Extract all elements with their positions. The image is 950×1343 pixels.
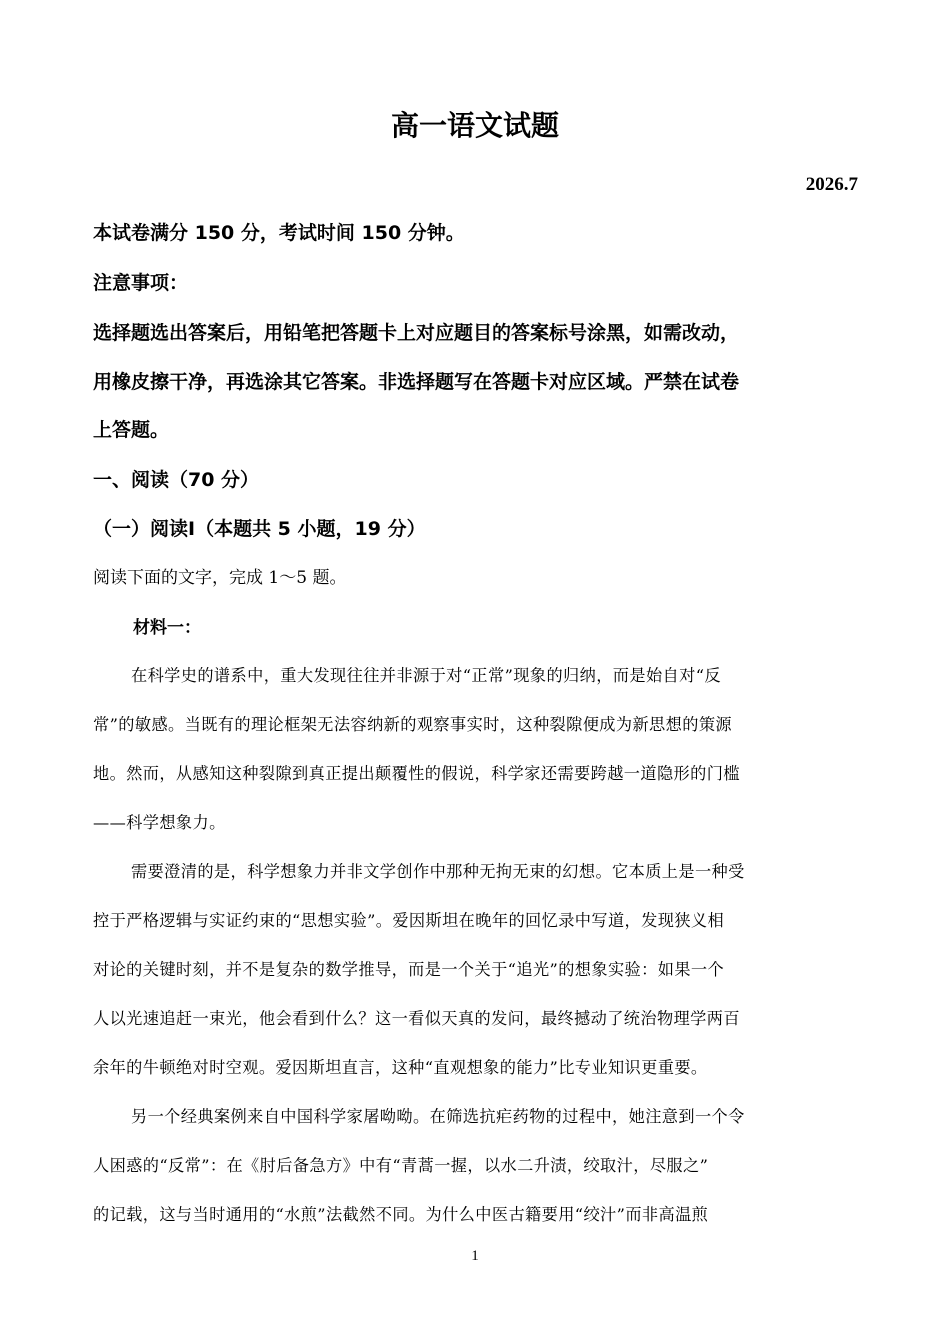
- passage-line: 常”的敏感。当既有的理论框架无法容纳新的观察事实时，这种裂隙便成为新思想的策源: [93, 715, 732, 734]
- notes-heading: 注意事项：: [93, 272, 189, 294]
- passage-line: 的记载，这与当时通用的“水煎”法截然不同。为什么中医古籍要用“绞汁”而非高温煎: [93, 1205, 709, 1224]
- reading-directions: 阅读下面的文字，完成 1～5 题。: [93, 568, 347, 588]
- notes-line-3: 上答题。: [93, 419, 170, 441]
- passage-line: 控于严格逻辑与实证约束的“思想实验”。爱因斯坦在晚年的回忆录中写道，发现狭义相: [93, 911, 725, 930]
- passage-line: 另一个经典案例来自中国科学家屠呦呦。在筛选抗疟药物的过程中，她注意到一个令: [131, 1107, 745, 1126]
- passage-line: 人以光速追赶一束光，他会看到什么？这一看似天真的发问，最终撼动了统治物理学两百: [93, 1009, 740, 1028]
- section-subheading: （一）阅读Ⅰ（本题共 5 小题，19 分）: [93, 518, 426, 540]
- passage-line: 人困惑的“反常”：在《肘后备急方》中有“青蒿一握，以水二升渍，绞取汁，尽服之”: [93, 1156, 709, 1175]
- page-number: 1: [471, 1248, 479, 1264]
- passage-line: 对论的关键时刻，并不是复杂的数学推导，而是一个关于“追光”的想象实验：如果一个: [93, 960, 725, 979]
- passage-line: ——科学想象力。: [93, 813, 226, 832]
- score-info: 本试卷满分 150 分，考试时间 150 分钟。: [93, 222, 465, 244]
- section-heading: 一、阅读（70 分）: [93, 469, 260, 491]
- passage-line: 地。然而，从感知这种裂隙到真正提出颠覆性的假说，科学家还需要跨越一道隐形的门槛: [93, 764, 740, 783]
- exam-title: 高一语文试题: [390, 109, 559, 142]
- notes-line-2: 用橡皮擦干净，再选涂其它答案。非选择题写在答题卡对应区域。严禁在试卷: [93, 371, 740, 393]
- passage-line: 余年的牛顿绝对时空观。爱因斯坦直言，这种“直观想象的能力”比专业知识更重要。: [93, 1058, 708, 1077]
- exam-date: 2026.7: [805, 174, 858, 195]
- notes-line-1: 选择题选出答案后，用铅笔把答题卡上对应题目的答案标号涂黑，如需改动，: [93, 322, 740, 344]
- passage-line: 在科学史的谱系中，重大发现往往并非源于对“正常”现象的归纳，而是始自对“反: [131, 666, 721, 685]
- passage-line: 需要澄清的是，科学想象力并非文学创作中那种无拘无束的幻想。它本质上是一种受: [131, 862, 745, 881]
- material-label: 材料一：: [133, 618, 201, 638]
